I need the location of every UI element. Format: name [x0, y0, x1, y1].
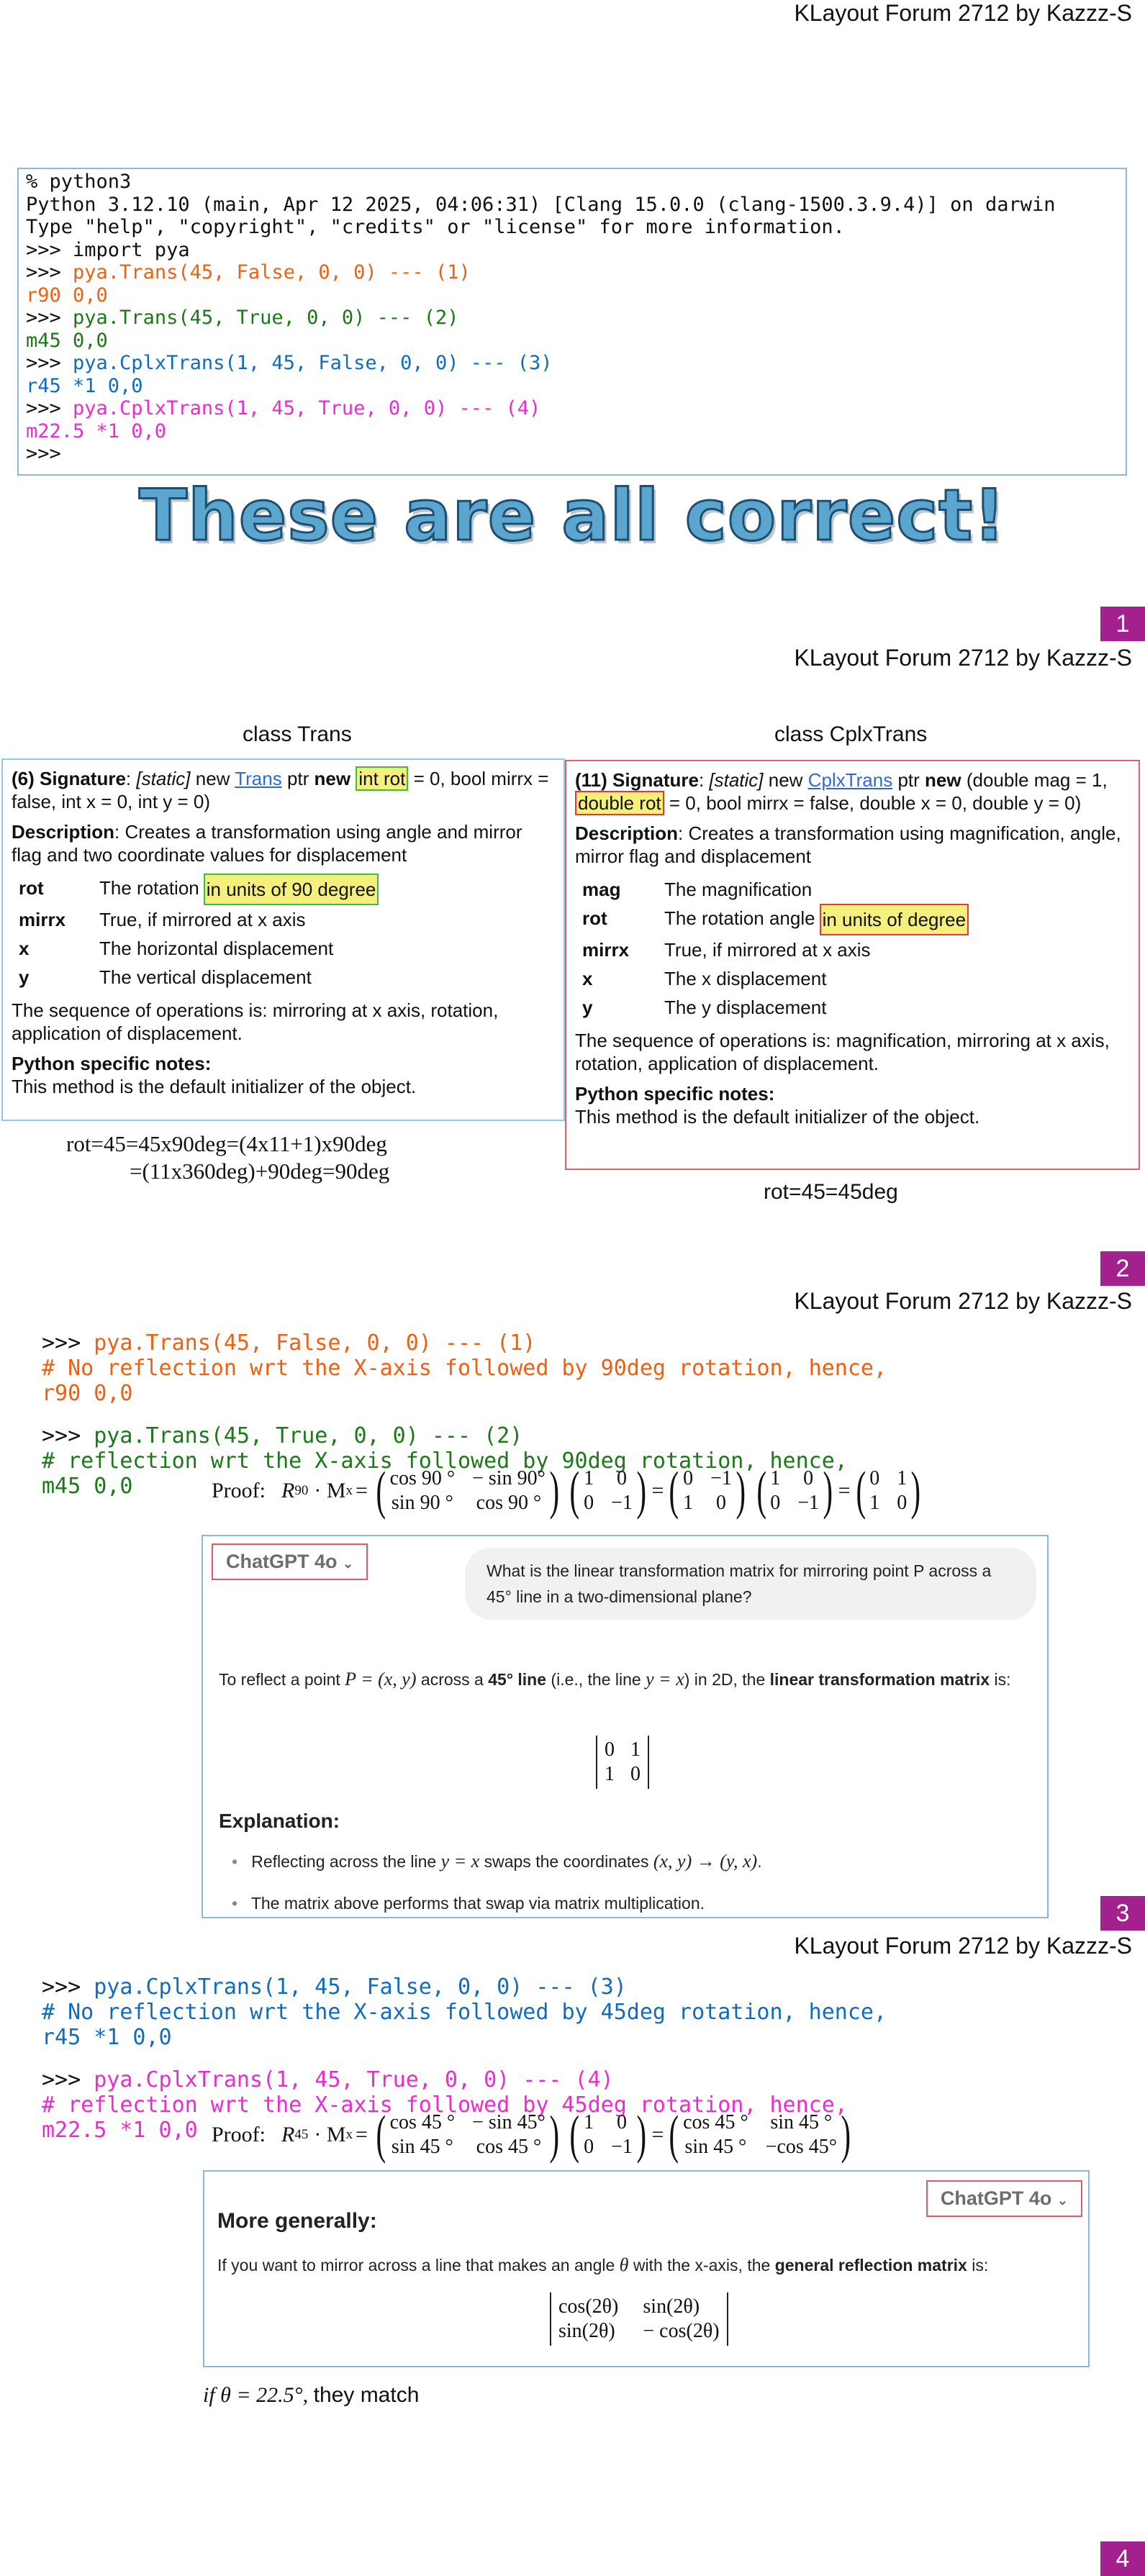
chatgpt-general-reflection — [203, 2170, 1090, 2367]
proof-label: Proof: — [212, 1479, 266, 1502]
trans-param-list — [12, 874, 555, 992]
terminal-line — [26, 284, 1118, 307]
new-keyword: new — [195, 768, 230, 789]
matrix-rot45: ( cos 45 ° − sin 45° sin 45 ° cos 45 ° ) — [376, 2105, 559, 2164]
terminal-line — [26, 420, 1118, 443]
matrix-mirror-numeric: ( 1 0 0 −1 ) — [756, 1461, 833, 1520]
terminal-text: pya.CplxTrans(1, 45, False, 0, 0) --- (3) — [73, 352, 553, 374]
code-comment: # No reflection wrt the X-axis followed by 45deg rotation, hence, — [42, 2000, 887, 2025]
terminal-line — [26, 443, 1118, 466]
general-title: More generally: — [217, 2209, 377, 2233]
trans-calc-line1: rot=45=45x90deg=(4x11+1)x90deg — [66, 1131, 387, 1156]
param-key: mirrx — [19, 909, 66, 930]
param-row — [12, 874, 555, 905]
terminal-line — [26, 171, 1118, 194]
param-key: mirrx — [582, 939, 630, 961]
param-row — [575, 964, 1130, 993]
terminal-text: pya.Trans(45, False, 0, 0) --- (1) — [73, 261, 471, 284]
code-comment: # No reflection wrt the X-axis followed by 90deg rotation, hence, — [42, 1356, 887, 1381]
prompt: >>> — [42, 2067, 94, 2092]
rotation-symbol: R — [281, 1479, 295, 1502]
terminal-text: r90 0,0 — [26, 284, 108, 307]
code-result: r45 *1 0,0 — [42, 2025, 172, 2050]
param-key: y — [19, 966, 30, 988]
code-call: pya.Trans(45, True, 0, 0) --- (2) — [94, 1423, 523, 1448]
terminal-line — [26, 239, 1118, 262]
description-text: : Creates a transformation using angle and mirror flag and two coordinate values for displacement — [12, 821, 522, 866]
param-value: The vertical displacement — [99, 966, 312, 988]
trans-description — [12, 820, 555, 866]
highlight-double-rot: double rot — [575, 791, 664, 815]
page-number-1: 1 — [1100, 607, 1145, 641]
terminal-line — [26, 330, 1118, 353]
param-value: The y displacement — [664, 997, 827, 1018]
terminal-text: Type "help", "copyright", "credits" or "license" for more information. — [26, 216, 845, 238]
code-call: pya.CplxTrans(1, 45, False, 0, 0) --- (3) — [94, 1974, 627, 2000]
param-row — [575, 904, 1130, 935]
python-notes-text: This method is the default initializer of the object. — [12, 1076, 417, 1097]
mx-subscript: x — [345, 2127, 353, 2142]
times-mx: · M — [314, 1479, 346, 1502]
param-key: x — [19, 938, 30, 959]
explanation-title: Explanation: — [219, 1810, 340, 1832]
trans-sequence: The sequence of operations is: mirroring at x axis, rotation, application of displacement. — [12, 999, 499, 1044]
terminal-line — [26, 375, 1118, 398]
terminal-lines — [26, 171, 1118, 466]
code-result: m45 0,0 — [42, 1474, 133, 1499]
general-matrix: cos(2θ) sin(2θ) sin(2θ) − cos(2θ) — [550, 2292, 728, 2346]
general-text: If you want to mirror across a line that makes an angle θ with the x-axis, the general reflection matrix is: — [217, 2254, 989, 2275]
conclusion-text: they match — [313, 2383, 420, 2407]
param-key: y — [582, 997, 593, 1018]
model-label: ChatGPT 4o — [226, 1551, 338, 1572]
param-value: The rotation — [99, 877, 199, 899]
param-row — [12, 963, 555, 992]
description-label: Description — [575, 822, 679, 844]
param-key: rot — [582, 907, 607, 929]
new-keyword: new — [768, 769, 803, 791]
page-header: KLayout Forum 2712 by Kazzz-S — [794, 645, 1132, 671]
proof-90: Proof: R 90 · M x = ( cos 90 ° − sin 90° sin 90 ° cos 90 ° ) ( 1 0 0 −1 ) = ( 0 −1 1 0 ) ( 1 0 0 −1 ) = ( 0 1 1 0 ) — [212, 1464, 926, 1518]
mx-subscript: x — [345, 1483, 353, 1498]
python-notes-label: Python specific notes: — [575, 1083, 775, 1105]
trans-signature: (6) Signature: [static] new Trans ptr new int rot = 0, bool mirrx = false, int x = 0, int y = 0) — [12, 768, 549, 812]
page-number-3: 3 — [1100, 1896, 1145, 1931]
prompt: >>> — [42, 1974, 94, 2000]
prompt: >>> — [42, 1330, 94, 1356]
terminal-line — [26, 307, 1118, 330]
code-block-3 — [42, 1949, 887, 2050]
prompt: >>> — [26, 352, 73, 374]
cplx-param-list — [575, 875, 1130, 1022]
model-selector[interactable] — [926, 2180, 1082, 2217]
param-key: x — [582, 968, 593, 989]
param-row — [12, 934, 555, 963]
new-bold: new — [314, 768, 351, 789]
python-notes-label: Python specific notes: — [12, 1053, 212, 1074]
param-row — [575, 875, 1130, 904]
trans-calc-line2: =(11x360deg)+90deg=90deg — [130, 1158, 390, 1184]
ptr-keyword: ptr — [897, 769, 920, 791]
page-header: KLayout Forum 2712 by Kazzz-S — [794, 1933, 1132, 1959]
page-header: KLayout Forum 2712 by Kazzz-S — [794, 0, 1132, 26]
signature-pre: (double mag = 1, — [966, 769, 1108, 791]
code-result: r90 0,0 — [42, 1381, 133, 1406]
static-tag: [static] — [136, 768, 191, 789]
rotation-symbol: R — [281, 2123, 295, 2146]
code-call: pya.Trans(45, False, 0, 0) --- (1) — [94, 1330, 536, 1356]
answer-matrix: 0 1 1 0 — [596, 1736, 649, 1789]
terminal-line — [26, 352, 1118, 375]
cplxtrans-doc-box — [565, 760, 1140, 1170]
matrix-rot90-numeric: ( 0 −1 1 0 ) — [669, 1461, 746, 1520]
terminal-text: pya.Trans(45, True, 0, 0) --- (2) — [73, 307, 459, 329]
matrix-mirror: ( 1 0 0 −1 ) — [569, 2105, 646, 2164]
signature-label: (11) Signature — [575, 769, 699, 791]
model-label: ChatGPT 4o — [940, 2187, 1052, 2209]
cplx-calc: rot=45=45deg — [764, 1180, 898, 1204]
param-value: True, if mirrored at x axis — [99, 909, 306, 930]
prompt: >>> — [26, 261, 73, 284]
chatgpt-answer-45-line — [202, 1535, 1049, 1918]
param-row — [575, 993, 1130, 1022]
highlight-int-rot: int rot — [356, 766, 408, 791]
explanation-bullet-2: • The matrix above performs that swap via matrix multiplication. — [232, 1894, 705, 1913]
terminal-text: m22.5 *1 0,0 — [26, 419, 167, 443]
cplx-sequence: The sequence of operations is: magnification, mirroring at x axis, rotation, application of displacement. — [575, 1030, 1110, 1074]
terminal-text: >>> — [26, 443, 61, 465]
code-comment: # reflection wrt the X-axis followed by 45deg rotation, hence, — [42, 2092, 848, 2118]
param-value: The horizontal displacement — [99, 938, 334, 959]
terminal-text: % python3 — [26, 171, 132, 193]
code-result: m22.5 *1 0,0 — [42, 2118, 198, 2143]
cplx-description — [575, 822, 1130, 868]
trans-link[interactable]: Trans — [235, 768, 282, 789]
prompt: >>> — [42, 1423, 94, 1448]
cplxtrans-link[interactable]: CplxTrans — [807, 769, 893, 791]
matrix-result: ( cos 45 ° sin 45 ° sin 45 ° −cos 45° ) — [669, 2105, 851, 2164]
ptr-keyword: ptr — [286, 768, 309, 789]
param-key: rot — [19, 877, 44, 899]
matrix-rot90: ( cos 90 ° − sin 90° sin 90 ° cos 90 ° ) — [376, 1461, 559, 1520]
terminal-line — [26, 216, 1118, 239]
proof-45: Proof: R 45 · M x = ( cos 45 ° − sin 45° sin 45 ° cos 45 ° ) ( 1 0 0 −1 ) = ( cos 45 ° sin 45 ° sin 45 ° −cos 45° ) — [212, 2108, 856, 2162]
chevron-down-icon: ⌄ — [1056, 2193, 1068, 2208]
param-value: The rotation angle — [664, 907, 815, 929]
times-mx: · M — [314, 2123, 346, 2146]
terminal-text: pya.CplxTrans(1, 45, True, 0, 0) --- (4) — [73, 397, 541, 419]
explanation-bullet-1: • Reflecting across the line y = x swaps the coordinates (x, y) → (y, x). — [232, 1851, 762, 1872]
static-tag: [static] — [709, 769, 764, 791]
page-header: KLayout Forum 2712 by Kazzz-S — [794, 1288, 1132, 1314]
param-row — [575, 935, 1130, 964]
python-notes-text: This method is the default initializer of the object. — [575, 1106, 980, 1128]
model-selector[interactable] — [212, 1543, 368, 1580]
page-number-4: 4 — [1100, 2541, 1145, 2576]
terminal-line — [26, 397, 1118, 420]
matrix-result: ( 0 1 1 0 ) — [856, 1461, 921, 1520]
param-value: The magnification — [664, 879, 813, 900]
description-text: : Creates a transformation using magnification, angle, mirror flag and displacement — [575, 822, 1121, 867]
signature-rest: = 0, bool mirrx = false, int x = 0, int y = 0) — [12, 768, 549, 812]
code-comment: # reflection wrt the X-axis followed by 90deg rotation, hence, — [42, 1448, 848, 1474]
banner-all-correct: These are all correct! — [139, 475, 1006, 557]
terminal-text: m45 0,0 — [26, 329, 108, 352]
param-value: The x displacement — [664, 968, 827, 989]
python-terminal — [17, 168, 1127, 476]
rotation-subscript: 90 — [294, 1483, 309, 1498]
new-bold: new — [925, 769, 961, 791]
matrix-mirror: ( 1 0 0 −1 ) — [569, 1461, 646, 1520]
proof-label: Proof: — [212, 2123, 266, 2146]
user-question-bubble: What is the linear transformation matrix for mirroring point P across a 45° line in a two-dimensional plane? — [465, 1548, 1036, 1620]
conclusion — [203, 2383, 419, 2408]
param-highlight: in units of degree — [820, 904, 969, 935]
rotation-subscript: 45 — [294, 2127, 309, 2142]
code-block-1 — [42, 1305, 887, 1406]
conclusion-condition: if θ = 22.5°, — [203, 2383, 309, 2407]
prompt: >>> — [26, 397, 73, 419]
terminal-text: Python 3.12.10 (main, Apr 12 2025, 04:06:31) [Clang 15.0.0 (clang-1500.3.9.4)] on darwin — [26, 193, 1056, 216]
chevron-down-icon: ⌄ — [343, 1556, 354, 1571]
signature-rest: = 0, bool mirrx = false, double x = 0, double y = 0) — [669, 792, 1082, 814]
class-title-trans: class Trans — [243, 722, 352, 746]
prompt: >>> — [26, 307, 73, 329]
cplx-signature: (11) Signature: [static] new CplxTrans ptr new (double mag = 1, double rot = 0, bool mirrx = false, double x = 0, double y = 0) — [575, 769, 1108, 814]
terminal-line — [26, 194, 1118, 217]
param-highlight: in units of 90 degree — [204, 874, 379, 905]
param-key: mag — [582, 879, 621, 900]
class-title-cplxtrans: class CplxTrans — [774, 722, 928, 746]
page-number-2: 2 — [1100, 1251, 1145, 1286]
signature-label: (6) Signature — [12, 768, 126, 789]
description-label: Description — [12, 821, 115, 843]
code-call: pya.CplxTrans(1, 45, True, 0, 0) --- (4) — [94, 2067, 614, 2092]
terminal-text: >>> import pya — [26, 238, 190, 261]
assistant-answer: To reflect a point P = (x, y) across a 45° line (i.e., the line y = x) in 2D, the linear transformation matrix is: — [219, 1669, 1011, 1690]
param-value: True, if mirrored at x axis — [664, 939, 871, 961]
trans-doc-box — [1, 758, 565, 1121]
param-row — [12, 905, 555, 934]
terminal-line — [26, 261, 1118, 284]
terminal-text: r45 *1 0,0 — [26, 374, 143, 397]
